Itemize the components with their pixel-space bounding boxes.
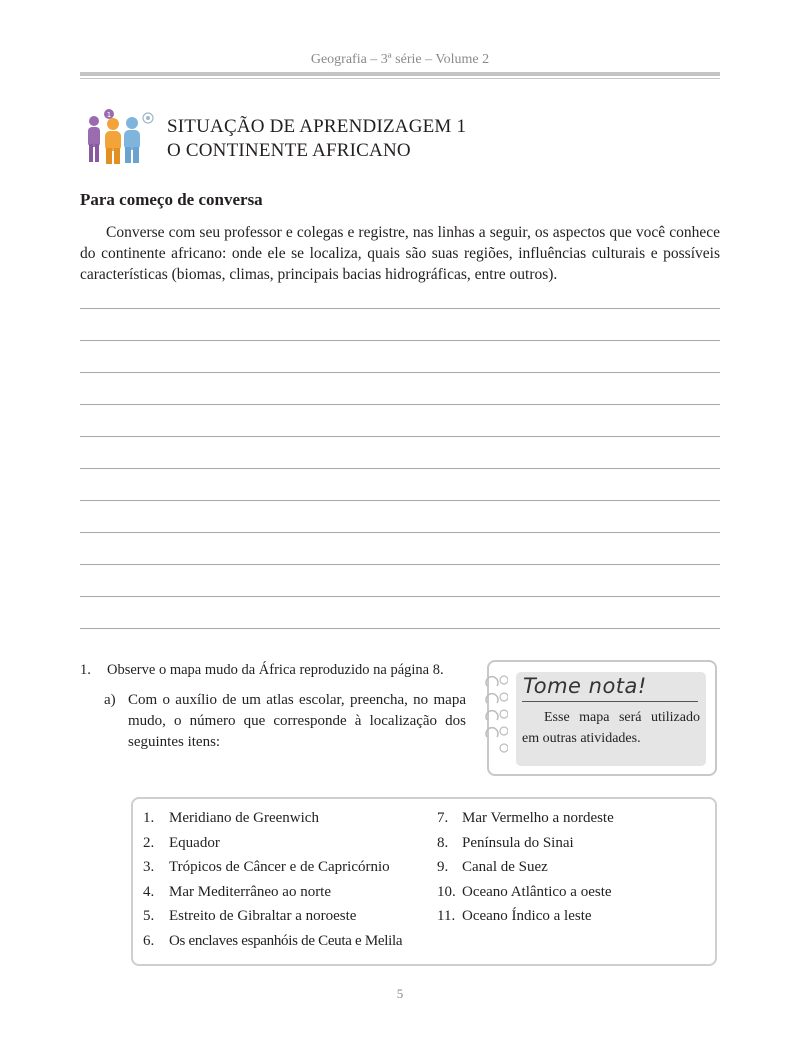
item-label: Canal de Suez — [462, 859, 548, 876]
list-item — [437, 831, 614, 856]
note-text-content: Esse mapa será utilizado em outras atividades. — [522, 710, 700, 746]
writing-line[interactable] — [80, 628, 720, 629]
writing-line[interactable] — [80, 500, 720, 501]
page-number: 5 — [396, 986, 404, 1001]
intro-paragraph — [80, 222, 720, 285]
subquestion-text: Com o auxílio de um atlas escolar, preencha, no mapa mudo, o número que corresponde à localização dos seguintes itens: — [128, 692, 466, 750]
list-item — [143, 904, 402, 929]
item-number: 3. — [143, 859, 155, 876]
question-number: 1. — [80, 662, 91, 678]
items-list-right — [437, 806, 614, 929]
item-number: 4. — [143, 883, 155, 900]
list-item — [143, 806, 402, 831]
section-heading: Para começo de conversa — [80, 190, 263, 209]
svg-text:1: 1 — [106, 111, 112, 119]
list-item — [143, 880, 402, 905]
items-list-left — [143, 806, 402, 954]
item-number: 2. — [143, 834, 155, 851]
item-label: Oceano Atlântico a oeste — [462, 883, 612, 900]
item-number: 7. — [437, 810, 449, 826]
list-item — [437, 855, 614, 880]
question-text: Observe o mapa mudo da África reproduzido na página 8. — [107, 662, 444, 678]
list-item — [143, 929, 402, 954]
list-item — [143, 855, 402, 880]
list-item — [437, 806, 614, 831]
note-title-rule — [522, 701, 698, 702]
writing-line[interactable] — [80, 404, 720, 405]
item-label: Trópicos de Câncer e de Capricórnio — [169, 859, 390, 876]
writing-line[interactable] — [80, 308, 720, 309]
list-item — [437, 904, 614, 929]
subquestion-letter: a) — [104, 692, 116, 708]
item-label: Península do Sinai — [462, 834, 574, 851]
item-number: 1. — [143, 810, 155, 826]
item-label: Oceano Índico a leste — [462, 908, 592, 925]
question-1 — [80, 662, 444, 679]
writing-line[interactable] — [80, 436, 720, 437]
note-title: Tome nota! — [523, 674, 647, 698]
item-label: Mar Mediterrâneo ao norte — [169, 883, 332, 900]
item-number: 10. — [437, 883, 456, 900]
writing-line[interactable] — [80, 468, 720, 469]
item-label: Equador — [169, 834, 220, 851]
item-number: 6. — [143, 932, 155, 949]
writing-line[interactable] — [80, 372, 720, 373]
item-label: Estreito de Gibraltar a noroeste — [169, 908, 357, 925]
item-number: 9. — [437, 859, 449, 876]
header-rule — [80, 72, 720, 76]
intro-text: Converse com seu professor e colegas e registre, nas linhas a seguir, os aspectos que você conhece do continente africano: onde ele se localiza, quais são suas regiões, influências culturais e possíveis características (biomas, climas, principais bacias hidrográficas, entre outros). — [80, 224, 720, 283]
situation-title — [167, 115, 466, 163]
notebook-rings-icon — [484, 670, 508, 760]
writing-line[interactable] — [80, 532, 720, 533]
writing-line[interactable] — [80, 340, 720, 341]
list-item — [437, 880, 614, 905]
situation-title-line2: O CONTINENTE AFRICANO — [167, 140, 411, 161]
item-number: 11. — [437, 908, 456, 925]
situation-title-line1: SITUAÇÃO DE APRENDIZAGEM 1 — [167, 116, 467, 137]
item-number: 5. — [143, 908, 155, 925]
item-label: Os enclaves espanhóis de Ceuta e Melila — [169, 932, 403, 949]
list-item — [143, 831, 402, 856]
people-group-icon — [84, 106, 156, 166]
note-text — [522, 707, 700, 749]
item-number: 8. — [437, 834, 449, 851]
header-rule-thin — [80, 78, 720, 79]
writing-line[interactable] — [80, 596, 720, 597]
item-label: Mar Vermelho a nordeste — [462, 810, 614, 826]
item-label: Meridiano de Greenwich — [169, 810, 319, 826]
writing-line[interactable] — [80, 564, 720, 565]
running-header: Geografia – 3ª série – Volume 2 — [310, 52, 490, 67]
question-1a — [104, 690, 466, 753]
